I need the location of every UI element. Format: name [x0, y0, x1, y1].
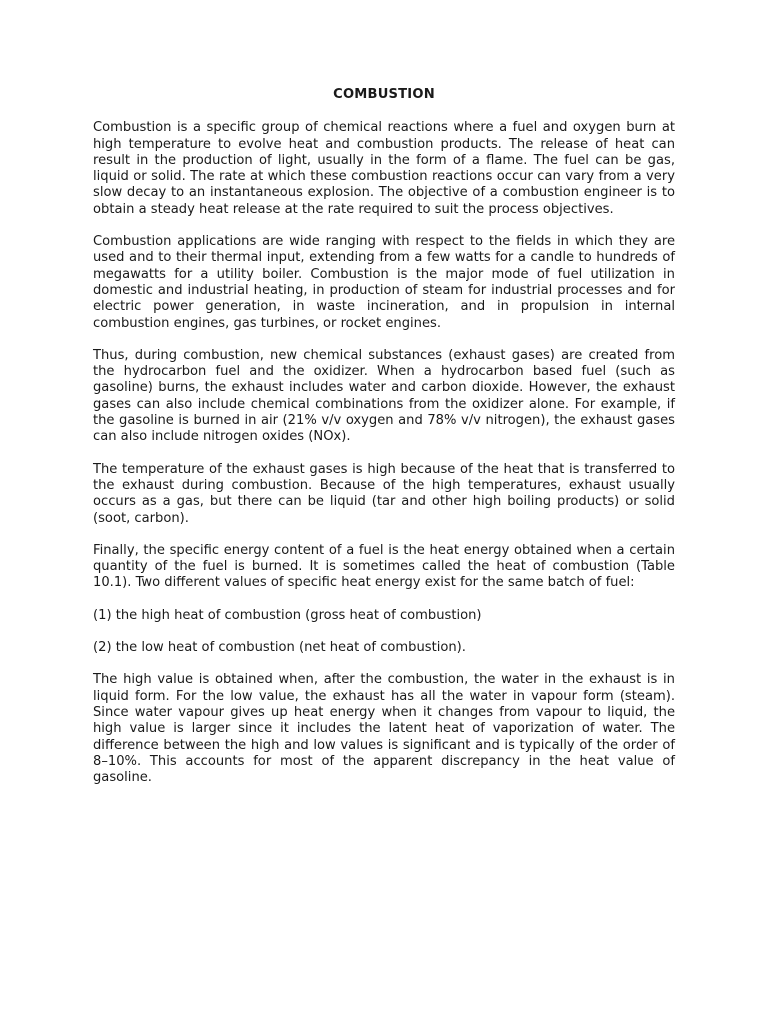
document-title: COMBUSTION	[333, 87, 435, 102]
paragraph-high-low-values: The high value is obtained when, after the combustion, the water in the exhaust is in liquid form. For the low value, the exhaust has all the water in vapour form (steam). Since water vapour gives up heat energy when it changes from vapour to liquid, the high value is larger since it includes the latent heat of vaporization of water. The difference between the high and low values is significant and is typically of the order of 8–10%. This accounts for most of the apparent discrepancy in the heat value of gasoline.	[93, 672, 675, 786]
paragraph-exhaust-temperature: The temperature of the exhaust gases is high because of the heat that is transferred to the exhaust during combustion. Because of the high temperatures, exhaust usually occurs as a gas, but there can be liquid (tar and other high boiling products) or solid (soot, carbon).	[93, 461, 675, 526]
paragraph-definition: Combustion is a specific group of chemical reactions where a fuel and oxygen burn at high temperature to evolve heat and combustion products. The release of heat can result in the production of light, usually in the form of a flame. The fuel can be gas, liquid or solid. The rate at which these combustion reactions occur can vary from a very slow decay to an instantaneous explosion. The objective of a combustion engineer is to obtain a steady heat release at the rate required to suit the process objectives.	[93, 120, 675, 217]
paragraph-exhaust-gases: Thus, during combustion, new chemical substances (exhaust gases) are created from the hydrocarbon fuel and the oxidizer. When a hydrocarbon based fuel (such as gasoline) burns, the exhaust includes water and carbon dioxide. However, the exhaust gases can also include chemical combinations from the oxidizer alone. For example, if the gasoline is burned in air (21% v/v oxygen and 78% v/v nitrogen), the exhaust gases can also include nitrogen oxides (NOx).	[93, 347, 675, 445]
list-item-high-heat: (1) the high heat of combustion (gross heat of combustion)	[93, 607, 482, 623]
document-body	[93, 87, 675, 802]
paragraph-applications: Combustion applications are wide ranging with respect to the fields in which they are used and to their thermal input, extending from a few watts for a candle to hundreds of megawatts for a utility boiler. Combustion is the major mode of fuel utilization in domestic and industrial heating, in production of steam for industrial processes and for electric power generation, in waste incineration, and in propulsion in internal combustion engines, gas turbines, or rocket engines.	[93, 234, 675, 331]
list-item-low-heat: (2) the low heat of combustion (net heat of combustion).	[93, 640, 466, 656]
paragraph-specific-energy: Finally, the specific energy content of a fuel is the heat energy obtained when a certain quantity of the fuel is burned. It is sometimes called the heat of combustion (Table 10.1). Two different values of specific heat energy exist for the same batch of fuel:	[93, 542, 675, 591]
